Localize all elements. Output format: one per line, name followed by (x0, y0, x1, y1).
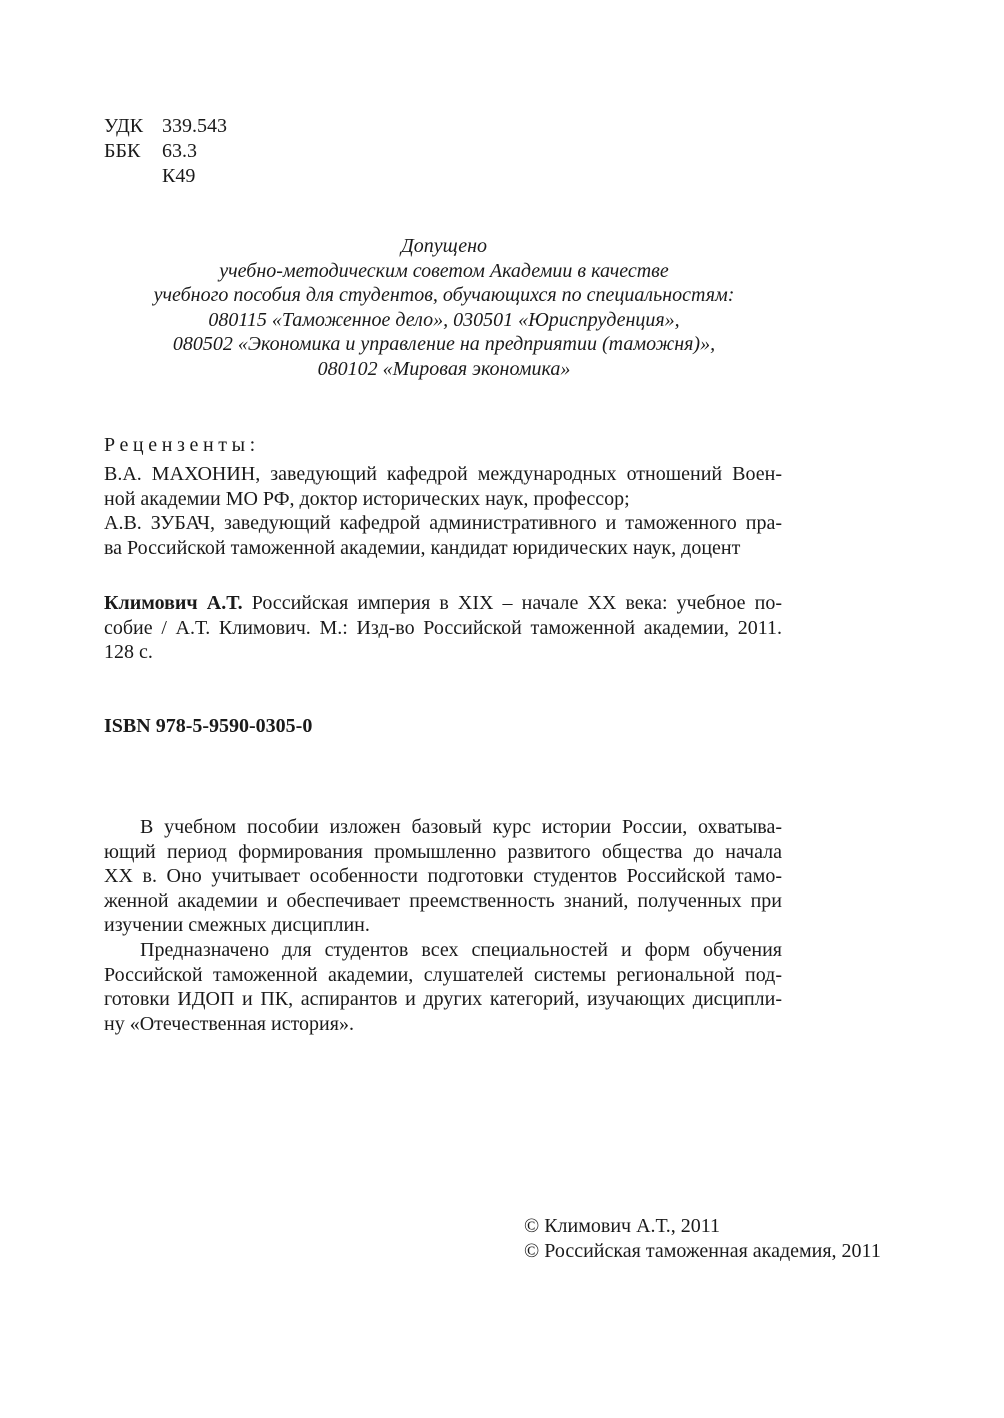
approval-line: 080502 «Экономика и управление на предприятии (таможня)», (172, 333, 716, 355)
reviewer-line: А.В. ЗУБАЧ, заведующий кафедрой административного и таможенного пра- (104, 512, 782, 534)
copyright-academy: © Российская таможенная академия, 2011 (524, 1240, 881, 1262)
citation-title: Российская империя в XIX – начале XX века: учебное по- (242, 592, 782, 614)
bbk-value: 63.3 (162, 140, 197, 162)
reviewer-line: ва Российской таможенной академии, кандидат юридических наук, доцент (104, 536, 741, 559)
isbn: ISBN 978-5-9590-0305-0 (104, 715, 313, 737)
citation-line-3: 128 с. (104, 641, 153, 663)
udk-value: 339.543 (162, 115, 227, 137)
annotation-line: Предназначено для студентов всех специальностей и форм обучения (140, 939, 782, 961)
annotation-para-1 (104, 815, 782, 938)
annotation-line: ну «Отечественная история». (104, 1012, 354, 1035)
reviewers-heading: Рецензенты: (104, 434, 260, 456)
reviewer-line: В.А. МАХОНИН, заведующий кафедрой международных отношений Воен- (104, 463, 782, 485)
citation-author: Климович А.Т. (104, 592, 243, 614)
copyright-author: © Климович А.Т., 2011 (524, 1215, 720, 1237)
citation-line-2: собие / А.Т. Климович. М.: Изд-во Российской таможенной академии, 2011. (104, 616, 782, 639)
annotation-para-2 (104, 938, 782, 1036)
annotation-line: XX в. Оно учитывает особенности подготовки студентов Российской тамо- (104, 865, 782, 887)
approval-line: учебного пособия для студентов, обучающихся по специальностям: (153, 284, 735, 306)
annotation-line: В учебном пособии изложен базовый курс истории России, охватыва- (140, 816, 782, 838)
annotation-line: готовки ИДОП и ПК, аспирантов и других категорий, изучающих дисципли- (104, 988, 782, 1010)
reviewers-list (104, 462, 782, 560)
annotation-line: женной академии и обеспечивает преемственность знаний, полученных при (104, 889, 782, 912)
citation-block (104, 591, 782, 665)
bbk-label: ББК (104, 140, 141, 162)
author-mark: К49 (162, 165, 196, 187)
annotation-line: изучении смежных дисциплин. (104, 914, 370, 936)
annotation-line: Российской таможенной академии, слушателей системы региональной под- (104, 963, 782, 986)
annotation-line: ющий период формирования промышленно развитого общества до начала (104, 840, 782, 863)
approval-line: учебно-методическим советом Академии в качестве (219, 259, 669, 282)
approval-line: 080115 «Таможенное дело», 030501 «Юриспруденция», (208, 308, 680, 331)
reviewer-line: ной академии МО РФ, доктор исторических наук, профессор; (104, 487, 630, 510)
approval-line: 080102 «Мировая экономика» (317, 357, 571, 380)
citation-line-1 (104, 591, 782, 616)
approval-line: Допущено (401, 235, 487, 257)
approval-block (104, 234, 784, 381)
udk-label: УДК (104, 115, 144, 137)
